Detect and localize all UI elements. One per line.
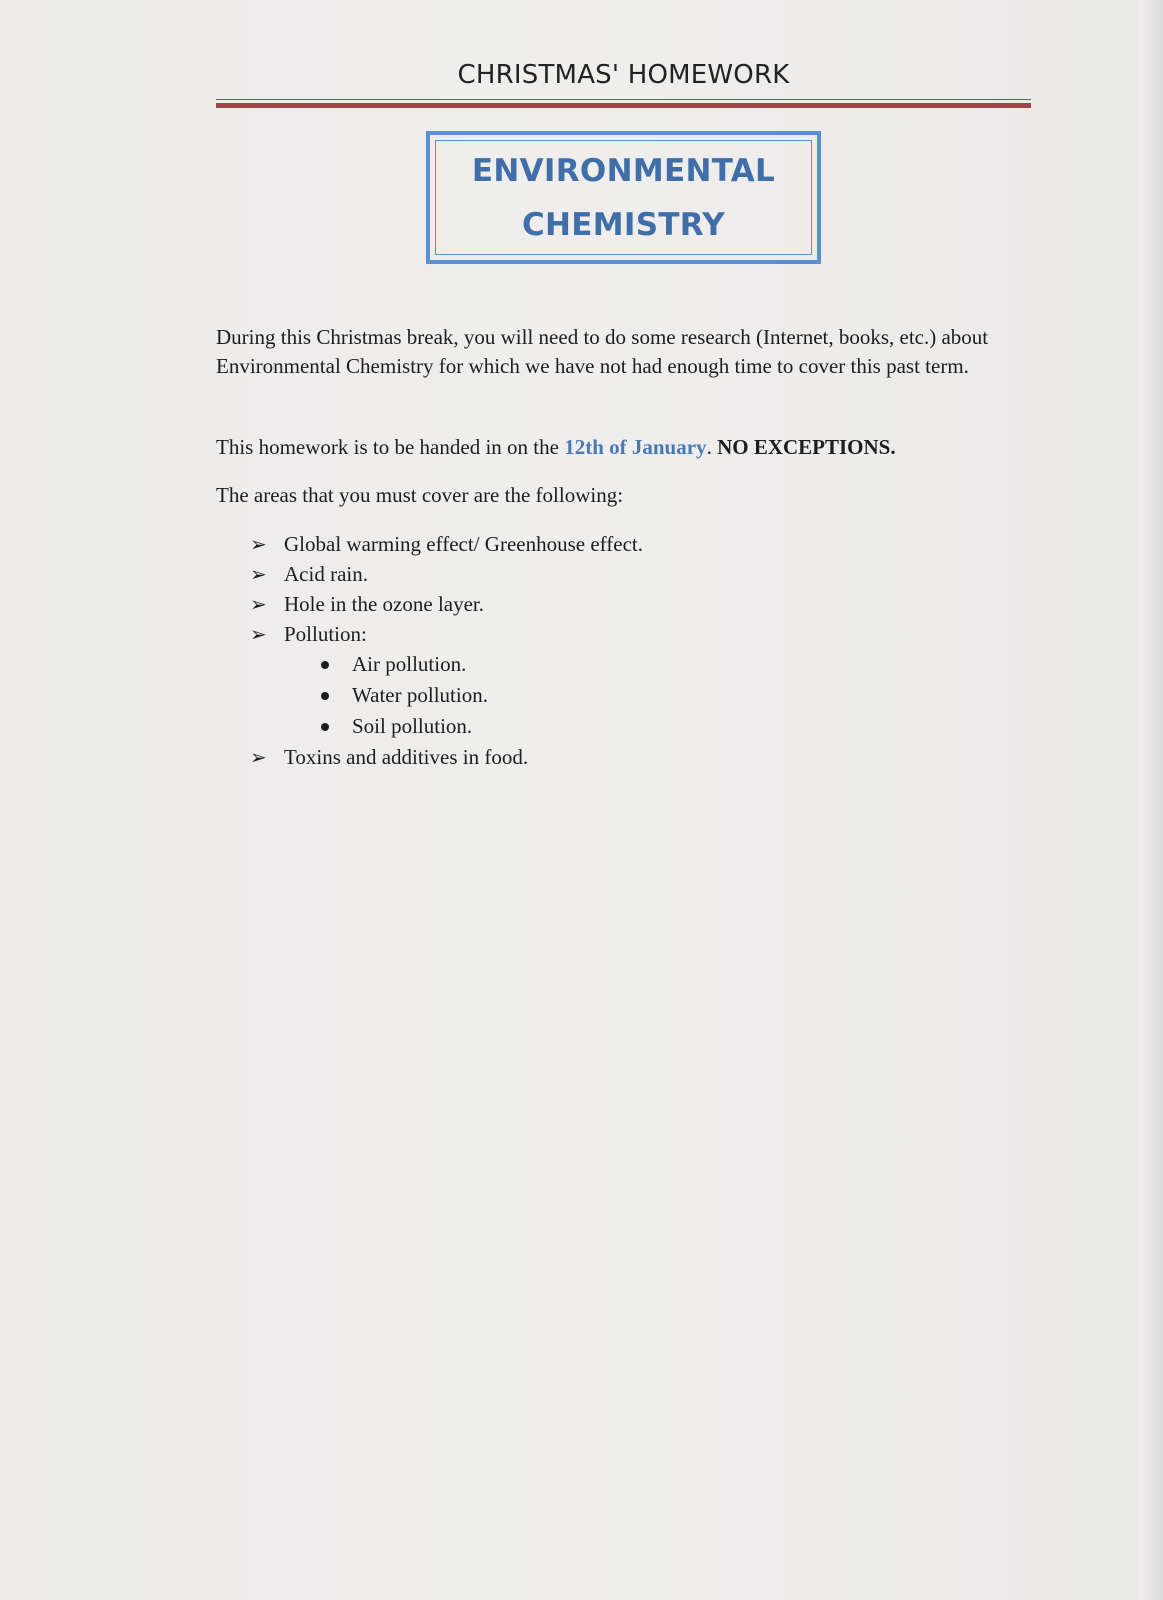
deadline-date: 12th of January (564, 435, 707, 459)
subtopic-text: Water pollution. (352, 683, 488, 707)
topic-text: Global warming effect/ Greenhouse effect. (284, 532, 643, 556)
topic-text: Hole in the ozone layer. (284, 592, 485, 616)
subtopic-text: Air pollution. (352, 652, 467, 676)
title-box (426, 131, 821, 264)
arrowhead-bullet-icon: ➢ (250, 562, 267, 586)
deadline-separator: . (706, 435, 718, 459)
arrowhead-bullet-icon: ➢ (250, 532, 267, 556)
intro-paragraph: During this Christmas break, you will need to do some research (Internet, books, etc.) about Environmental Chemistry for which we have not had enough time to cover this past term. (216, 325, 989, 378)
deadline-prefix: This homework is to be handed in on the (216, 435, 565, 459)
topic-text: Toxins and additives in food. (284, 745, 529, 769)
round-bullet-icon (321, 692, 329, 700)
page-edge-shadow (1139, 0, 1163, 1600)
arrowhead-bullet-icon: ➢ (250, 622, 267, 646)
title-line-2: CHEMISTRY (521, 206, 726, 243)
title-box-inner-frame (435, 140, 812, 255)
topic-text: Acid rain. (284, 562, 368, 586)
deadline-emphasis: NO EXCEPTIONS. (717, 435, 896, 459)
areas-intro: The areas that you must cover are the following: (216, 483, 624, 507)
deadline-paragraph (216, 433, 1016, 462)
round-bullet-icon (321, 661, 329, 669)
title-line-1: ENVIRONMENTAL (471, 152, 776, 189)
subtopic-text: Soil pollution. (352, 714, 473, 738)
header-rule-thick (216, 103, 1031, 108)
arrowhead-bullet-icon: ➢ (250, 745, 267, 769)
header-rule-thin (216, 99, 1031, 100)
arrowhead-bullet-icon: ➢ (250, 592, 267, 616)
header-title: CHRISTMAS' HOMEWORK (457, 60, 790, 90)
round-bullet-icon (321, 723, 329, 731)
topic-text: Pollution: (284, 622, 367, 646)
